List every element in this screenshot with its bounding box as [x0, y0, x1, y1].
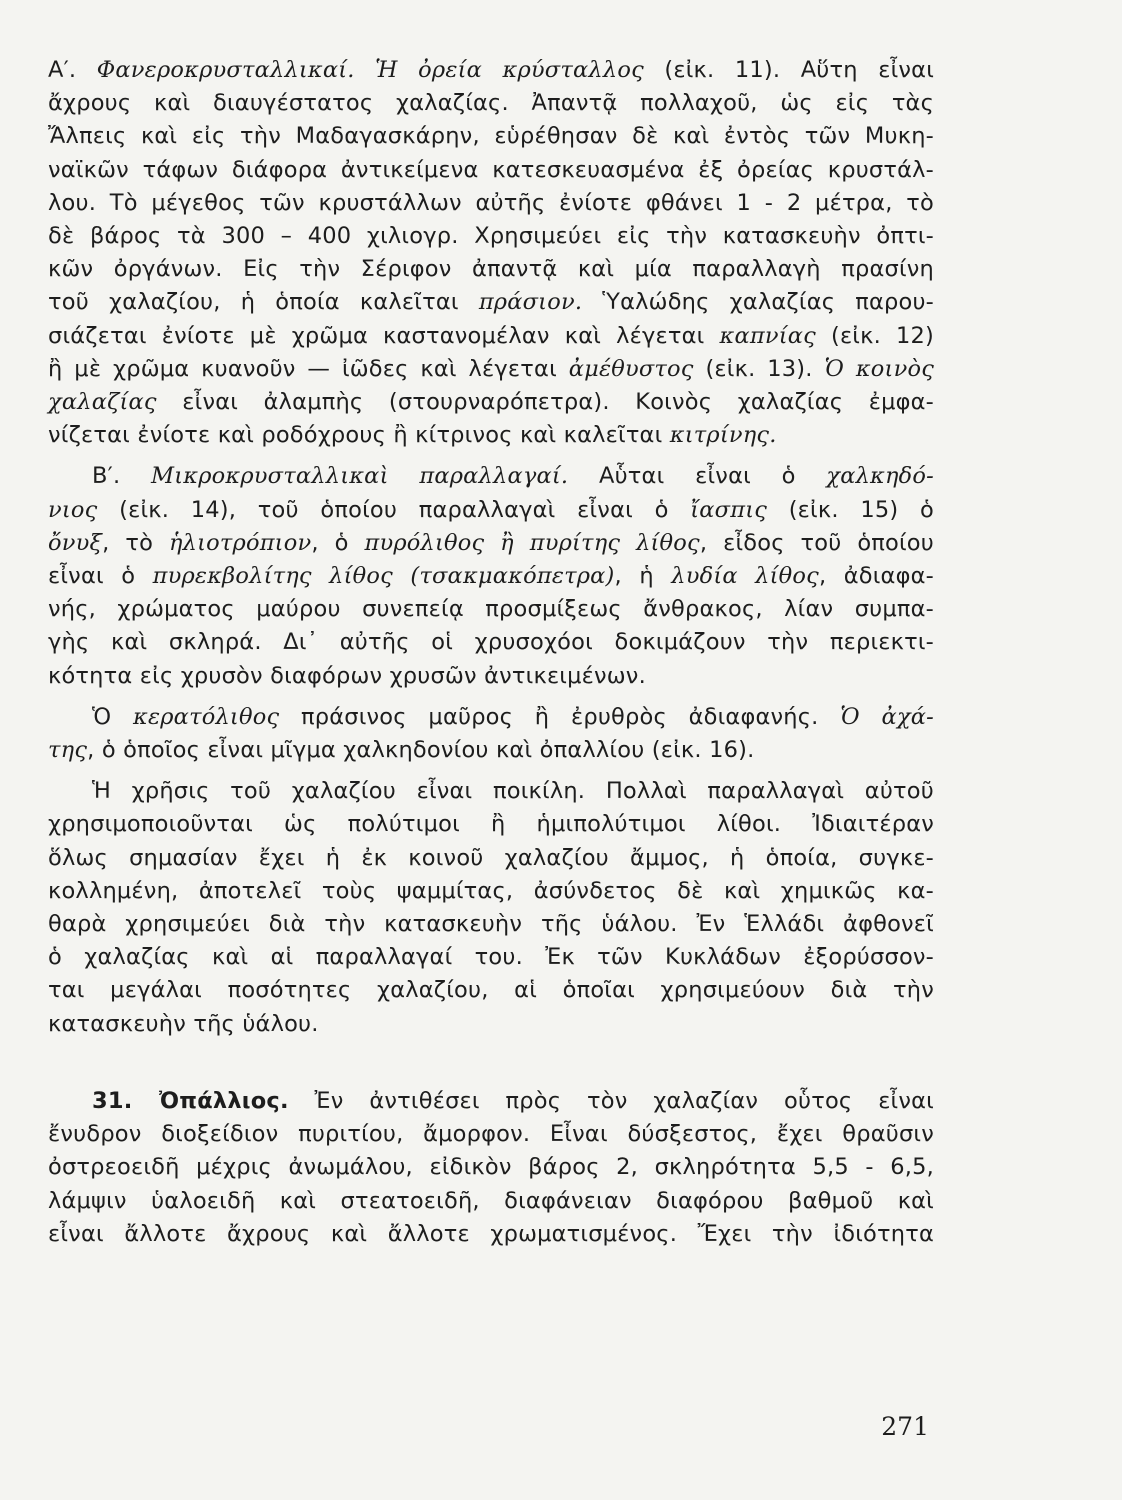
text-run: , ἀδιαφα- — [818, 563, 934, 590]
text-line — [48, 1008, 934, 1041]
text-line — [48, 253, 934, 286]
section-31 — [48, 1085, 934, 1251]
italic-term: πυρόλιθος ἢ πυρίτης λίθος — [364, 529, 700, 556]
italic-term: λυδία λίθος — [671, 563, 819, 590]
text-run: , ὁ ὁποῖος εἶναι μῖγμα χαλκηδονίου καὶ ὀπαλλίου (εἰκ. 16). — [87, 737, 755, 764]
text-line — [48, 120, 934, 153]
text-run: νίζεται ἐνίοτε καὶ ροδόχρους ἢ κίτρινος καὶ καλεῖται — [48, 422, 670, 449]
italic-term: νιος — [48, 496, 98, 523]
section-heading: 31. Ὀπάλλιος. — [92, 1087, 289, 1114]
text-line — [48, 1118, 934, 1151]
text-line — [48, 386, 934, 419]
text-run: Ὑαλώδης χαλαζίας παρου- — [582, 289, 934, 316]
text-run: ὀστρεοειδῆ μέχρις ἀνωμάλου, εἰδικὸν βάρος 2, σκληρότητα 5,5 - 6,5, — [48, 1154, 934, 1181]
text-line — [48, 974, 934, 1007]
text-line — [48, 775, 934, 808]
text-run: κολλημένη, ἀποτελεῖ τοὺς ψαμμίτας, ἀσύνδετος δὲ καὶ χημικῶς κα- — [48, 877, 934, 904]
text-run: , τὸ — [102, 529, 169, 556]
page-number: 271 — [881, 1412, 929, 1441]
italic-term: Φανεροκρυσταλλικαί. Ἡ ὀρεία κρύσταλλος — [96, 57, 644, 83]
page-text — [48, 54, 934, 1251]
text-line — [48, 154, 934, 187]
text-run: , ἡ — [614, 563, 672, 590]
text-run: ται μεγάλαι ποσότητες χαλαζίου, αἱ ὁποῖαι χρησιμεύουν διὰ τὴν — [48, 977, 934, 1004]
text-line — [48, 941, 934, 974]
text-run: κότητα εἰς χρυσὸν διαφόρων χρυσῶν ἀντικειμένων. — [48, 662, 646, 689]
text-run: Ὁ — [92, 703, 134, 730]
paragraph-c — [48, 701, 934, 767]
text-run: Ἄλπεις καὶ εἰς τὴν Μαδαγασκάρην, εὑρέθησαν δὲ καὶ ἐντὸς τῶν Μυκη- — [48, 123, 934, 150]
italic-term: χαλκηδό- — [826, 463, 934, 490]
italic-term: Ὁ ἀχά- — [840, 703, 934, 730]
text-run: ἔνυδρον διοξείδιον πυριτίου, ἄμορφον. Εἶναι δύσξεστος, ἔχει θραῦσιν — [48, 1121, 934, 1148]
text-run: θαρὰ χρησιμεύει διὰ τὴν κατασκευὴν τῆς ὑάλου. Ἐν Ἑλλάδι ἀφθονεῖ — [48, 911, 934, 938]
text-line — [48, 460, 934, 493]
text-line — [48, 560, 934, 593]
text-run: ναϊκῶν τάφων διάφορα ἀντικείμενα κατεσκευασμένα ἐξ ὀρείας κρυστάλ- — [48, 156, 934, 183]
text-run: ὁ χαλαζίας καὶ αἱ παραλλαγαί του. Ἐκ τῶν Κυκλάδων ἐξορύσσον- — [48, 944, 934, 971]
text-run: Αὗται εἶναι ὁ — [568, 463, 827, 490]
text-run: (εἰκ. 11). Αὕτη εἶναι — [643, 57, 935, 83]
text-run: κατασκευὴν τῆς ὑάλου. — [48, 1010, 319, 1037]
italic-term: ἀμέθυστος — [568, 355, 694, 382]
text-line — [48, 593, 934, 626]
italic-term: ἡλιοτρόπιον — [168, 529, 312, 556]
text-line — [48, 1218, 934, 1251]
paragraph-b — [48, 460, 934, 692]
text-line — [48, 286, 934, 319]
italic-term: κερατόλιθος — [133, 703, 280, 730]
text-line — [48, 87, 934, 120]
paragraph-d — [48, 775, 934, 1041]
text-line — [48, 842, 934, 875]
text-line — [48, 220, 934, 253]
text-line — [48, 808, 934, 841]
text-run: εἶναι ἀλαμπὴς (στουρναρόπετρα). Κοινὸς χαλαζίας ἐμφα- — [156, 389, 934, 416]
italic-term: της — [48, 737, 88, 764]
text-run: (εἰκ. 15) ὁ — [767, 496, 934, 523]
text-run: εἶναι ὁ — [48, 563, 153, 590]
text-run: ἄχρους καὶ διαυγέστατος χαλαζίας. Ἀπαντᾷ πολλαχοῦ, ὡς εἰς τὰς — [48, 90, 934, 117]
italic-term: καπνίας — [719, 322, 816, 349]
text-run: κῶν ὀργάνων. Εἰς τὴν Σέριφον ἀπαντᾷ καὶ μία παραλλαγὴ πρασίνη — [48, 256, 934, 283]
text-line — [48, 320, 934, 353]
text-run: σιάζεται ἐνίοτε μὲ χρῶμα καστανομέλαν καὶ λέγεται — [48, 322, 720, 349]
text-line — [48, 626, 934, 659]
text-run: ὅλως σημασίαν ἔχει ἡ ἐκ κοινοῦ χαλαζίου ἄμμος, ἡ ὁποία, συγκε- — [48, 844, 934, 871]
text-run: (εἰκ. 13). — [693, 355, 825, 382]
italic-term: ἴασπις — [690, 496, 768, 523]
italic-term: ὄνυξ — [48, 529, 103, 556]
text-run: (εἰκ. 12) — [815, 322, 934, 349]
text-line — [48, 494, 934, 527]
text-run: ἢ μὲ χρῶμα κυανοῦν — ἰῶδες καὶ λέγεται — [48, 355, 569, 382]
text-run: λάμψιν ὑαλοειδῆ καὶ στεατοειδῆ, διαφάνειαν διαφόρου βαθμοῦ καὶ — [48, 1187, 934, 1214]
text-line — [48, 527, 934, 560]
text-line — [48, 875, 934, 908]
italic-term: Ὁ κοινὸς — [824, 355, 934, 382]
italic-term: κιτρίνης. — [669, 422, 777, 449]
text-line — [48, 419, 934, 452]
italic-term: πράσιον. — [478, 289, 583, 316]
text-line — [48, 353, 934, 386]
text-run: λου. Τὸ μέγεθος τῶν κρυστάλλων αὐτῆς ἐνίοτε φθάνει 1 - 2 μέτρα, τὸ — [48, 189, 934, 216]
paragraph-a — [48, 54, 934, 452]
text-run: χρησιμοποιοῦνται ὡς πολύτιμοι ἢ ἡμιπολύτιμοι λίθοι. Ἰδιαιτέραν — [48, 811, 934, 838]
text-run: νής, χρώματος μαύρου συνεπείᾳ προσμίξεως ἄνθρακος, λίαν συμπα- — [48, 596, 934, 623]
text-run: Ἐν ἀντιθέσει πρὸς τὸν χαλαζίαν οὗτος εἶναι — [288, 1087, 934, 1114]
text-run: τοῦ χαλαζίου, ἡ ὁποία καλεῖται — [48, 289, 479, 316]
text-line — [48, 187, 934, 220]
text-line — [48, 701, 934, 734]
italic-term: Μικροκρυσταλλικαὶ παραλλαγαί. — [151, 463, 569, 490]
text-line — [48, 1085, 934, 1118]
text-line — [48, 1151, 934, 1184]
text-run: πράσινος μαῦρος ἢ ἐρυθρὸς ἀδιαφανής. — [279, 703, 841, 730]
text-line — [48, 54, 934, 87]
text-run: δὲ βάρος τὰ 300 – 400 χιλιογρ. Χρησιμεύει εἰς τὴν κατασκευὴν ὀπτι- — [48, 223, 934, 250]
text-run: Α′. — [48, 57, 97, 83]
text-line — [48, 908, 934, 941]
text-run: , εἶδος τοῦ ὁποίου — [699, 529, 934, 556]
text-line — [48, 660, 934, 693]
text-run: (εἰκ. 14), τοῦ ὁποίου παραλλαγαὶ εἶναι ὁ — [97, 496, 691, 523]
text-run: εἶναι ἄλλοτε ἄχρους καὶ ἄλλοτε χρωματισμένος. Ἔχει τὴν ἰδιότητα — [48, 1220, 934, 1247]
italic-term: χαλαζίας — [48, 389, 157, 416]
text-run: Β′. — [92, 463, 152, 490]
italic-term: πυρεκβολίτης λίθος (τσακμακόπετρα) — [152, 563, 615, 590]
text-run: γὴς καὶ σκληρά. Δι᾽ αὐτῆς οἱ χρυσοχόοι δοκιμάζουν τὴν περιεκτι- — [48, 629, 934, 656]
text-run: Ἡ χρῆσις τοῦ χαλαζίου εἶναι ποικίλη. Πολλαὶ παραλλαγαὶ αὐτοῦ — [92, 778, 934, 805]
text-run: , ὁ — [311, 529, 365, 556]
text-line — [48, 1185, 934, 1218]
text-line — [48, 734, 934, 767]
